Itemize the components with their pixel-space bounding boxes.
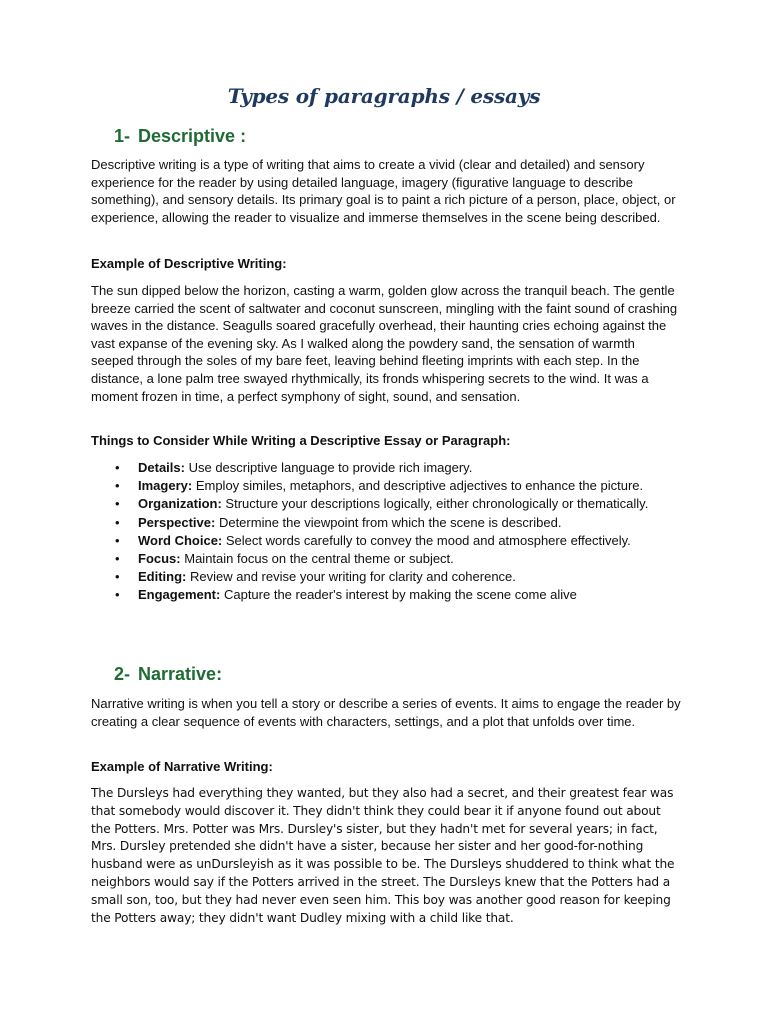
narrative-heading — [114, 664, 222, 685]
descriptive-tips-label: Things to Consider While Writing a Descriptive Essay or Paragraph: — [91, 433, 511, 448]
bullet-icon: • — [115, 532, 120, 548]
tip-text: Determine the viewpoint from which the scene is described. — [218, 514, 562, 530]
narrative-example-text: The Dursleys had everything they wanted, but they also had a secret, and their greatest fear was that somebody would discover it. They didn't think they could bear it if anyone found out about the Potters. Mrs. Potter was Mrs. Dursley's sister, but they hadn't met for several years; in fact, Mrs. Dursley pretended she didn't have a sister, because her sister and her good-for-nothing husband were as unDursleyish as it was possible to be. The Dursleys shuddered to think what the neighbors would say if the Potters arrived in the street. The Dursleys knew that the Potters had a small son, too, but they had never even seen him. This boy was another good reason for keeping the Potters away; they didn't want Dudley mixing with a child like that. — [91, 786, 675, 925]
tip-term: Organization: — [138, 496, 222, 512]
tip-text: Employ similes, metaphors, and descriptive adjectives to enhance the picture. — [195, 478, 644, 494]
bullet-icon: • — [115, 551, 120, 567]
tip-text: Use descriptive language to provide rich imagery. — [188, 460, 473, 475]
bullet-icon: • — [115, 514, 120, 530]
tip-term: Details: — [138, 460, 185, 475]
tip-text: Review and revise your writing for clarity and coherence. — [190, 569, 516, 585]
descriptive-example-text: The sun dipped below the horizon, casting a warm, golden glow across the tranquil beach. The gentle breeze carried the scent of saltwater and coconut sunscreen, mingling with the faint sound of crashing waves in the distance. Seagulls soared gracefully overhead, their haunting cries echoing against the vast expanse of the evening sky. As I walked along the powdery sand, the sensation of warmth seeped through the soles of my bare feet, leaving behind fleeting imprints with each step. In the distance, a lone palm tree swayed rhythmically, its fronds whispering secrets to the wind. It was a moment frozen in time, a perfect symphony of sight, sound, and sensation. — [91, 283, 678, 404]
narrative-definition: Narrative writing is when you tell a story or describe a series of events. It aims to engage the reader by creating a clear sequence of events with characters, settings, and a plot that unfolds over time. — [91, 696, 681, 729]
tip-item-perspective — [91, 514, 691, 532]
tip-item-engagement — [91, 586, 691, 604]
descriptive-tips-list — [91, 459, 691, 605]
tip-text: Capture the reader's interest by making the scene come alive — [223, 587, 577, 603]
tip-item-details — [91, 459, 691, 477]
tip-item-imagery — [91, 477, 691, 495]
tip-text: Select words carefully to convey the mood and atmosphere effectively. — [225, 532, 631, 548]
tip-text: Maintain focus on the central theme or subject. — [184, 551, 454, 567]
bullet-icon: • — [115, 478, 120, 494]
narrative-heading-text: Narrative: — [138, 664, 223, 684]
tip-term: Word Choice: — [138, 532, 223, 548]
bullet-icon: • — [115, 587, 120, 603]
bullet-icon: • — [115, 460, 120, 475]
narrative-heading-number: 2- — [114, 664, 131, 684]
descriptive-heading-number: 1- — [114, 126, 131, 146]
document-title: Types of paragraphs / essays — [227, 84, 541, 108]
descriptive-example-label: Example of Descriptive Writing: — [91, 256, 287, 271]
tip-term: Focus: — [138, 551, 181, 567]
descriptive-heading-text: Descriptive : — [138, 126, 247, 146]
tip-item-focus — [91, 550, 691, 568]
tip-term: Engagement: — [138, 587, 221, 603]
tip-term: Imagery: — [138, 478, 193, 494]
tip-item-editing — [91, 568, 691, 586]
tip-item-word-choice — [91, 532, 691, 550]
bullet-icon: • — [115, 569, 120, 585]
narrative-example-label: Example of Narrative Writing: — [91, 759, 273, 774]
tip-term: Perspective: — [138, 514, 216, 530]
tip-text: Structure your descriptions logically, either chronologically or thematically. — [225, 496, 649, 512]
descriptive-definition: Descriptive writing is a type of writing that aims to create a vivid (clear and detailed) and sensory experience for the reader by using detailed language, imagery (figurative language to describe something), and sensory details. Its primary goal is to paint a rich picture of a person, place, object, or experience, allowing the reader to visualize and immerse themselves in the scene being described. — [91, 157, 676, 225]
tip-item-organization — [91, 495, 691, 513]
bullet-icon: • — [115, 496, 120, 512]
tip-term: Editing: — [138, 569, 187, 585]
descriptive-heading — [114, 126, 246, 147]
